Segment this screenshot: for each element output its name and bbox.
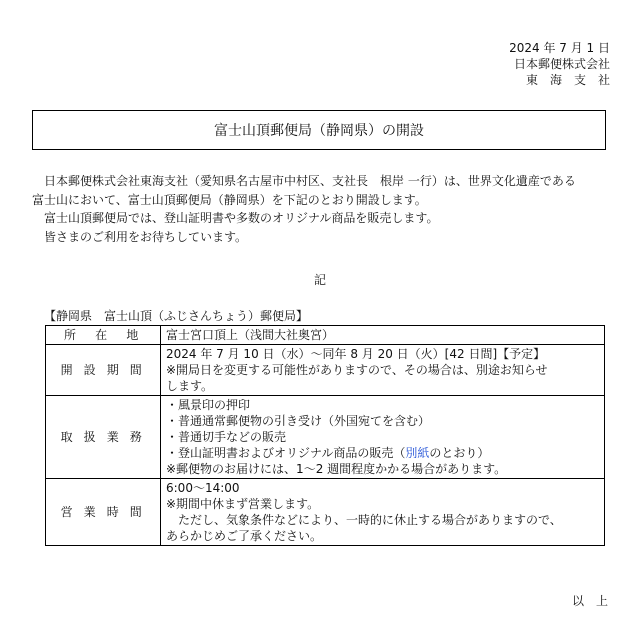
period-label: 開 設 期 間 [46,345,161,396]
hours-time: 6:00～14:00 [166,481,240,495]
service-item-text: ・登山証明書およびオリジナル商品の販売（ [166,446,406,460]
period-value [161,345,605,396]
info-table [45,325,605,546]
title-box [32,110,606,150]
document-header [509,40,610,88]
services-label: 取 扱 業 務 [46,396,161,479]
hours-value [161,479,605,546]
services-value [161,396,605,479]
service-item: ・普通通常郵便物の引き受け（外国宛てを含む） [166,414,431,428]
service-item: ・風景印の押印 [166,398,251,412]
period-note: ※開局日を変更する可能性がありますので、その場合は、別途お知らせ [166,363,548,377]
intro-text [32,172,612,246]
table-row [46,479,605,546]
service-item [166,445,599,461]
location-label: 所 在 地 [46,326,161,345]
hours-note-2: ただし、気象条件などにより、一時的に休止する場合がありますので、 [166,513,562,527]
delivery-note: ※郵便物のお届けには、1～2 週間程度かかる場合があります。 [166,462,507,476]
period-note-cont: します。 [166,379,214,393]
intro-line-4: 皆さまのご利用をお待ちしています。 [44,229,248,244]
issue-date: 2024 年 7 月 1 日 [509,41,610,55]
period-dates: 2024 年 7 月 10 日（水）～同年 8 月 20 日（火）[42 日間]【予定】 [166,347,546,361]
attachment-link[interactable]: 別紙 [405,446,430,460]
service-item-text-end: のとおり） [429,446,490,460]
hours-label: 営 業 時 間 [46,479,161,546]
company-name: 日本郵便株式会社 [513,57,610,71]
service-item: ・普通切手などの販売 [166,430,287,444]
intro-line-2: 富士山において、富士山頂郵便局（静岡県）を下記のとおり開設します。 [32,192,427,207]
hours-note-3: あらかじめご了承ください。 [166,529,323,543]
hours-note: ※期間中休まず営業します。 [166,497,320,511]
post-office-name: 【静岡県 富士山頂（ふじさんちょう）郵便局】 [44,309,309,323]
closing-mark: 以 上 [571,594,608,608]
table-row [46,326,605,345]
table-row [46,345,605,396]
intro-line-3: 富士山頂郵便局では、登山証明書や多数のオリジナル商品を販売します。 [44,211,439,225]
ki-heading: 記 [313,273,326,287]
intro-line-1: 日本郵便株式会社東海支社（愛知県名古屋市中村区、支社長 根岸 一行）は、世界文化遺産である [44,174,576,188]
branch-name: 東 海 支 社 [525,73,610,87]
table-row [46,396,605,479]
document-title: 富士山頂郵便局（静岡県）の開設 [214,123,424,139]
location-value: 富士宮口頂上（浅間大社奥宮） [161,326,605,345]
